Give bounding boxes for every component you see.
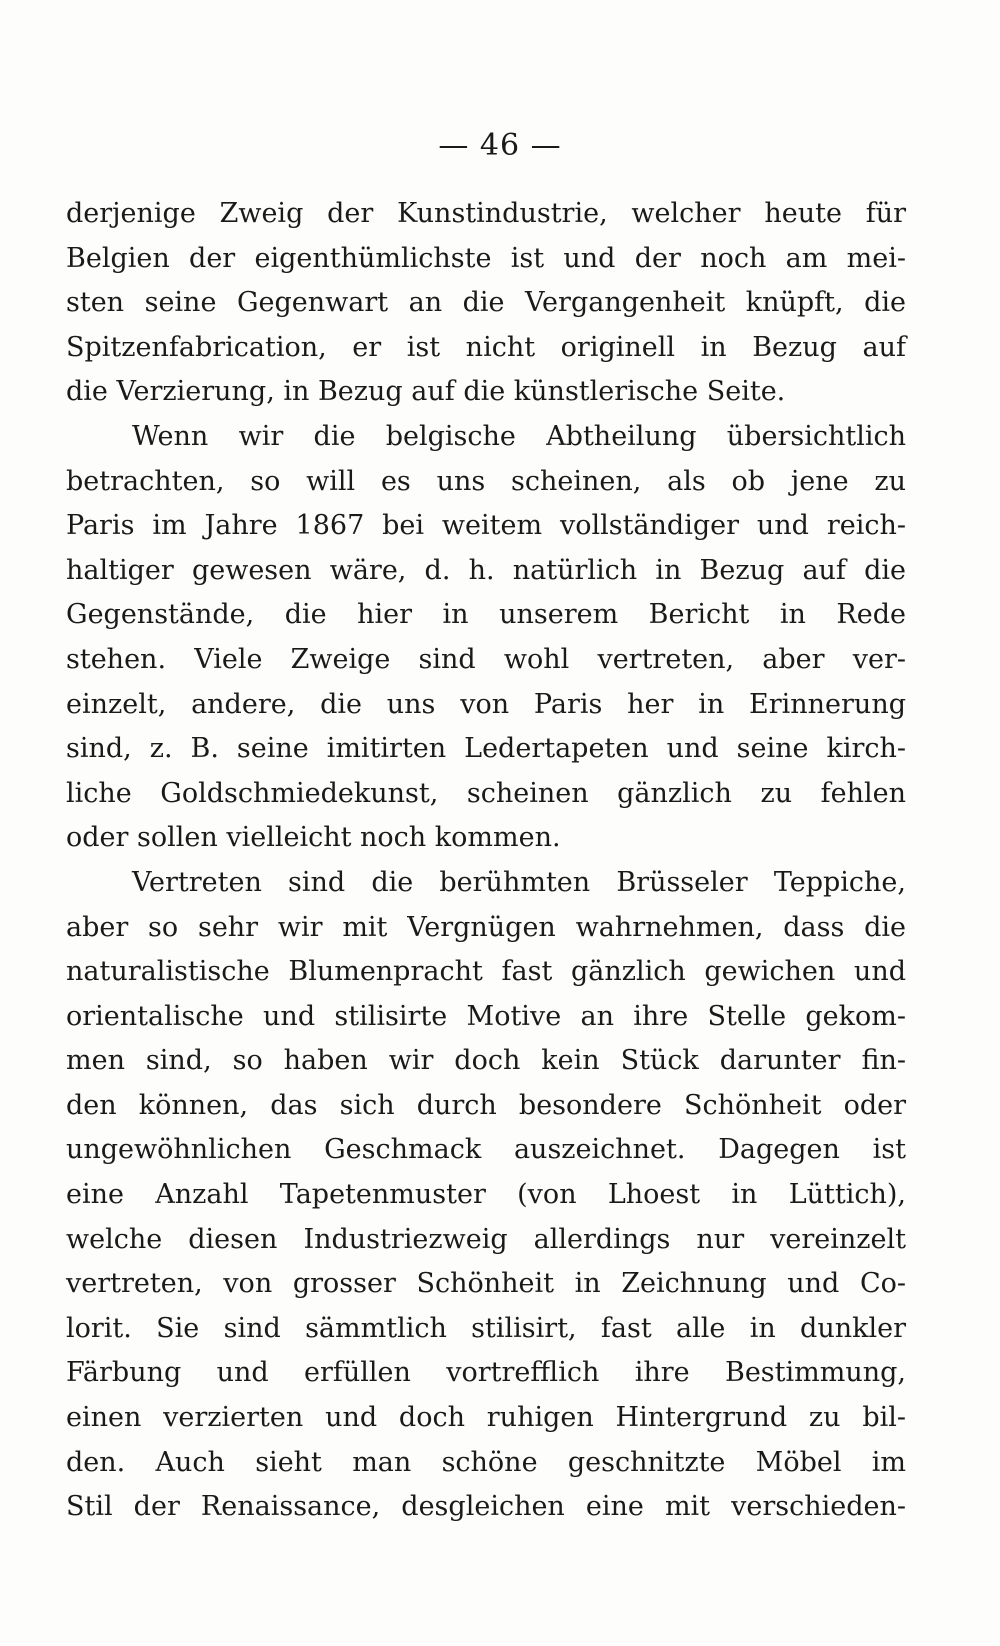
- text-line: derjenige Zweig der Kunstindustrie, welcher heute für: [66, 198, 906, 229]
- text-line: stehen. Viele Zweige sind wohl vertreten, aber ver-: [66, 643, 906, 675]
- text-line: naturalistische Blumenpracht fast gänzlich gewichen und: [66, 956, 906, 988]
- text-line: Vertreten sind die berühmten Brüsseler Teppiche,: [132, 866, 906, 898]
- text-line: einen verzierten und doch ruhigen Hintergrund zu bil-: [66, 1402, 906, 1434]
- text-line: den. Auch sieht man schöne geschnitzte Möbel im: [66, 1446, 906, 1478]
- text-line: Gegenstände, die hier in unserem Bericht in Rede: [66, 599, 906, 631]
- text-line: sind, z. B. seine imitirten Ledertapeten und seine kirch-: [66, 733, 906, 765]
- text-line: haltiger gewesen wäre, d. h. natürlich in Bezug auf die: [66, 554, 906, 586]
- text-line: ungewöhnlichen Geschmack auszeichnet. Dagegen ist: [66, 1134, 906, 1166]
- text-line: vertreten, von grosser Schönheit in Zeichnung und Co-: [66, 1268, 906, 1300]
- text-line: sten seine Gegenwart an die Vergangenheit knüpft, die: [66, 287, 906, 319]
- text-line: Spitzenfabrication, er ist nicht originell in Bezug auf: [66, 331, 906, 363]
- body-text: [66, 192, 906, 1530]
- text-line: einzelt, andere, die uns von Paris her in Erinnerung: [66, 688, 906, 720]
- text-line: betrachten, so will es uns scheinen, als ob jene zu: [66, 465, 906, 497]
- text-line: orientalische und stilisirte Motive an ihre Stelle gekom-: [66, 1000, 906, 1032]
- text-line: Färbung und erfüllen vortrefflich ihre Bestimmung,: [66, 1357, 906, 1389]
- text-line: men sind, so haben wir doch kein Stück darunter fin-: [66, 1045, 906, 1077]
- text-line: Wenn wir die belgische Abtheilung übersichtlich: [132, 420, 906, 452]
- text-line: aber so sehr wir mit Vergnügen wahrnehmen, dass die: [66, 911, 906, 943]
- text-line: welche diesen Industriezweig allerdings nur vereinzelt: [66, 1223, 906, 1255]
- text-line: Paris im Jahre 1867 bei weitem vollständiger und reich-: [66, 510, 906, 542]
- text-line: Belgien der eigenthümlichste ist und der noch am mei-: [66, 242, 906, 274]
- page-number: — 46 —: [438, 128, 562, 163]
- text-line: lorit. Sie sind sämmtlich stilisirt, fast alle in dunkler: [66, 1312, 906, 1344]
- text-line: liche Goldschmiedekunst, scheinen gänzlich zu fehlen: [66, 777, 906, 809]
- text-line: den können, das sich durch besondere Schönheit oder: [66, 1089, 906, 1121]
- text-line: Stil der Renaissance, desgleichen eine mit verschieden-: [66, 1491, 906, 1523]
- text-line: eine Anzahl Tapetenmuster (von Lhoest in Lüttich),: [66, 1179, 906, 1211]
- text-line: oder sollen vielleicht noch kommen.: [66, 822, 561, 854]
- text-line: die Verzierung, in Bezug auf die künstlerische Seite.: [66, 376, 786, 408]
